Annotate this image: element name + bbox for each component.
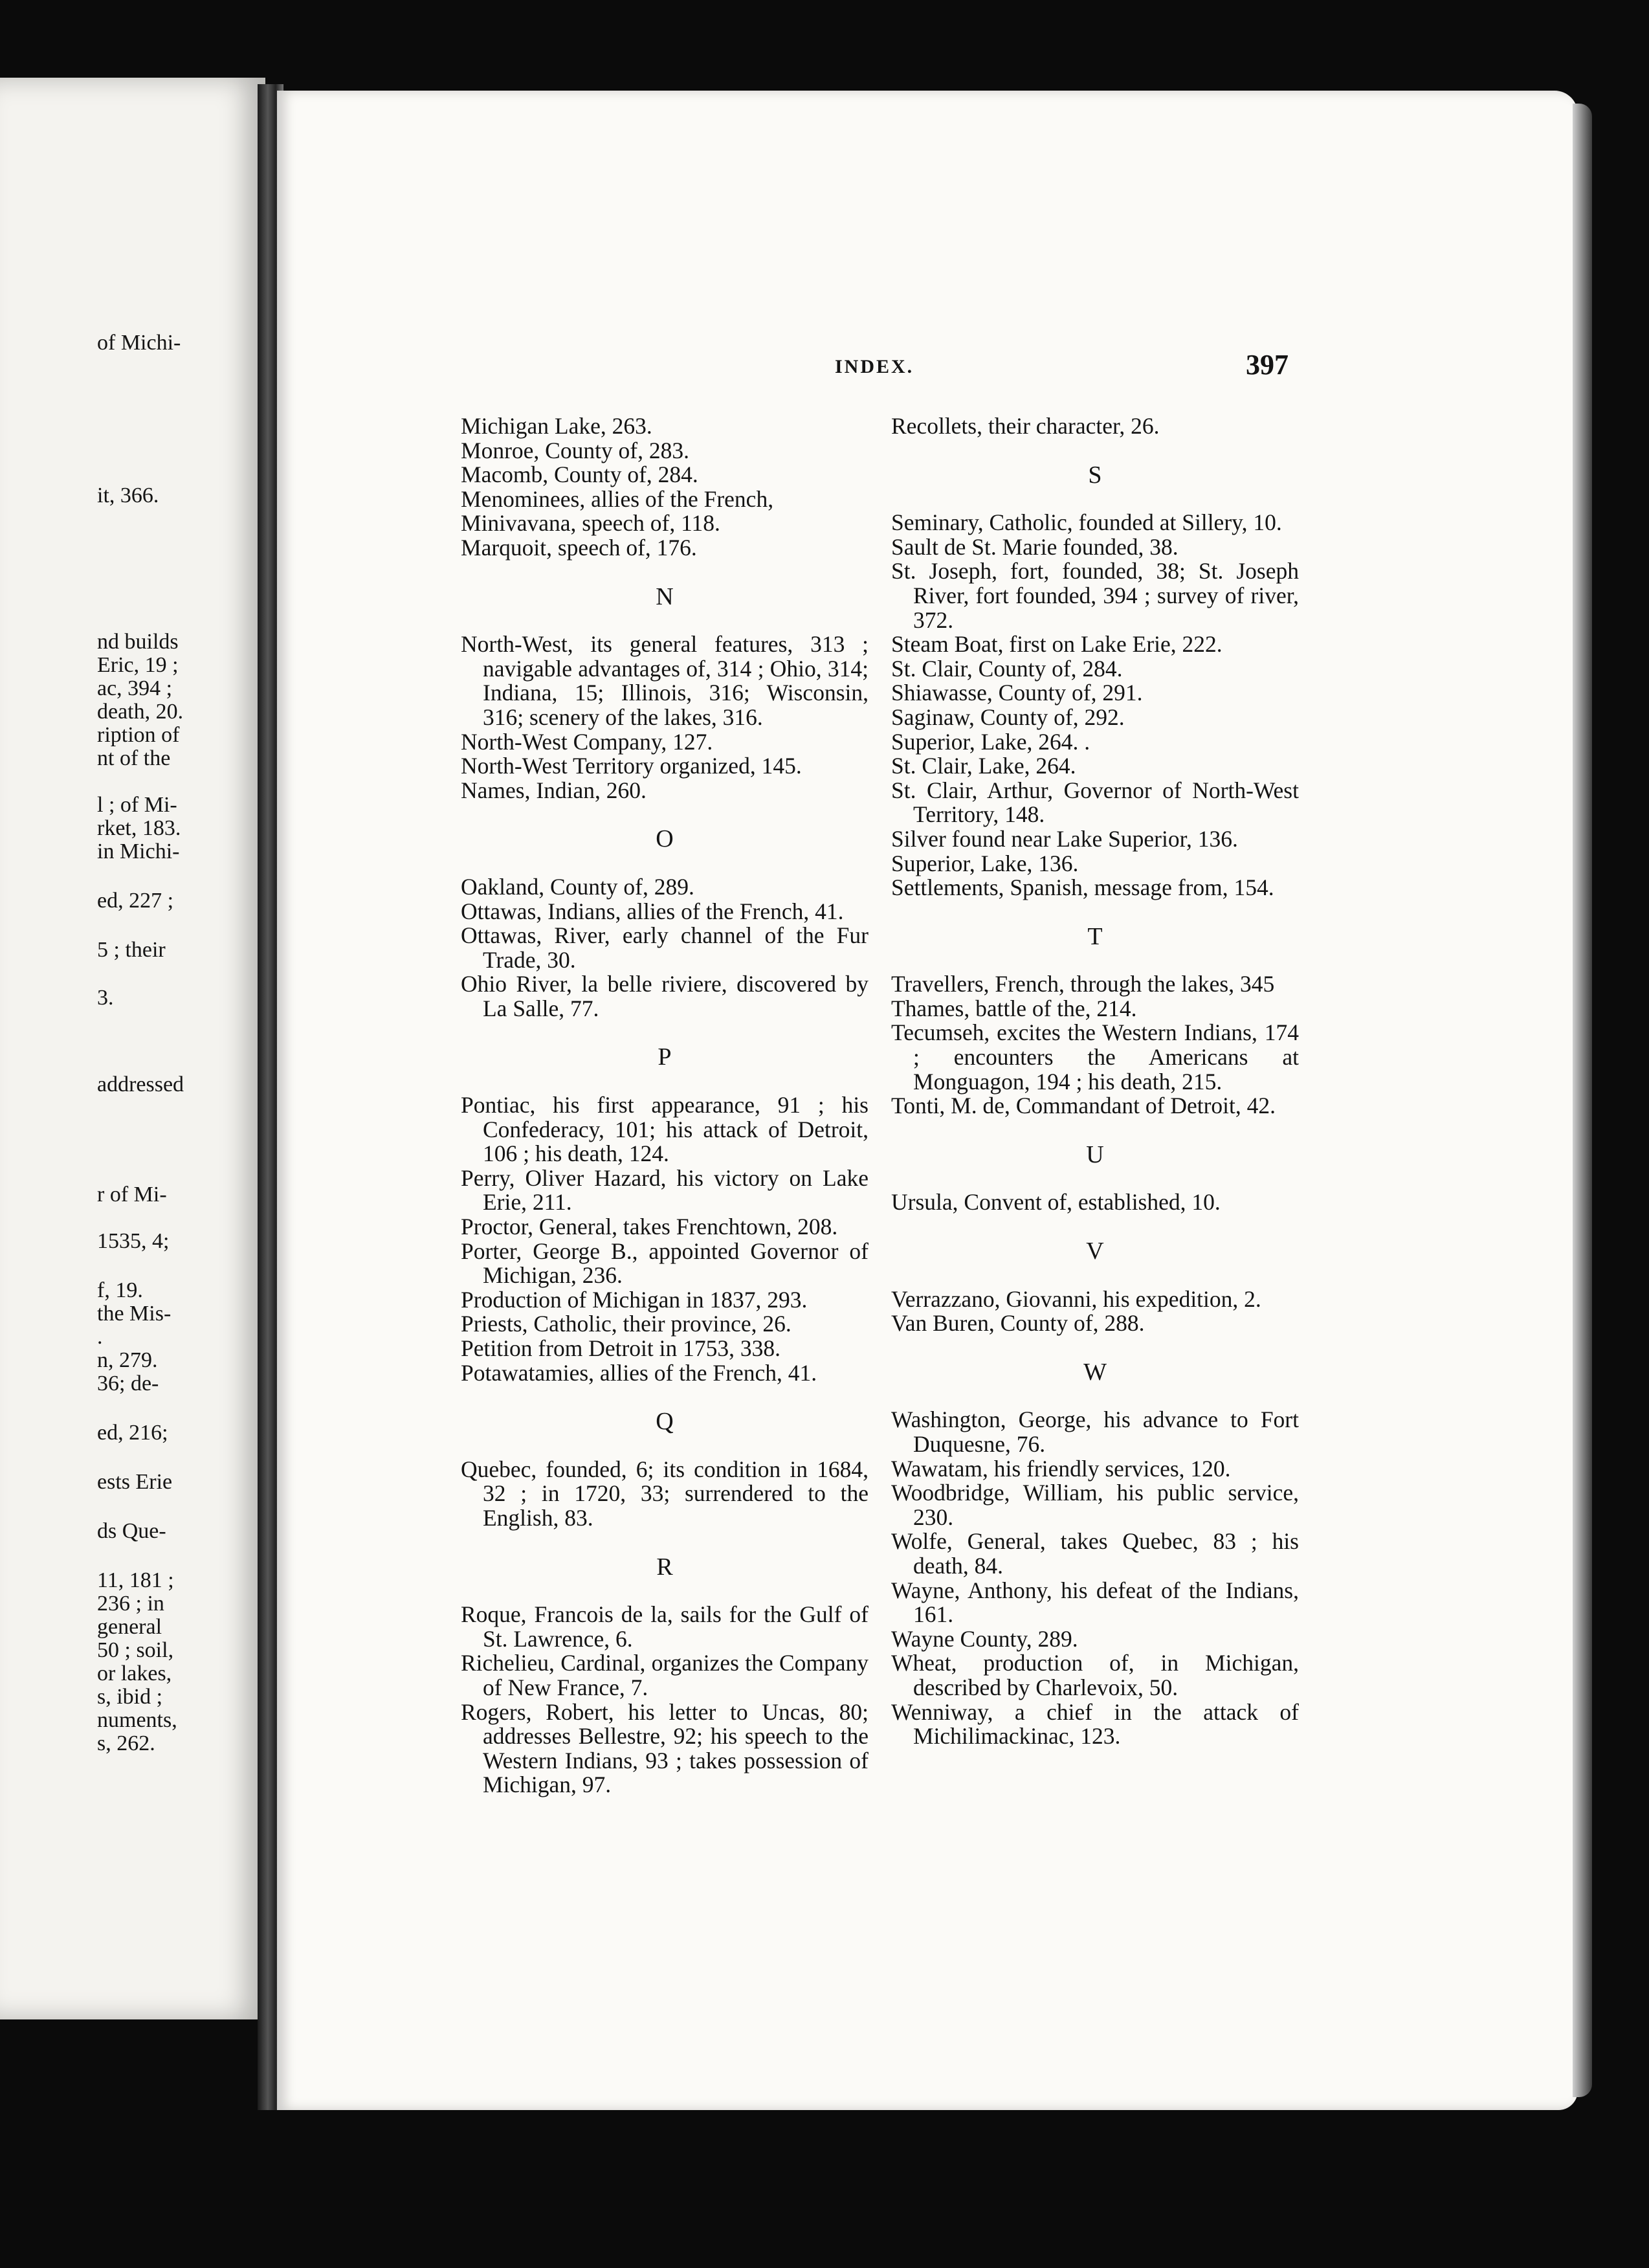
index-entry: Wayne, Anthony, his defeat of the Indians, 161. [891,1577,1299,1628]
index-entry: Ursula, Convent of, established, 10. [891,1189,1221,1216]
facing-page-line: general [97,1615,162,1639]
index-entry: Wheat, production of, in Michigan, described by Charlevoix, 50. [891,1650,1299,1700]
section-letter: P [658,1043,672,1071]
index-entry: Monroe, County of, 283. [461,437,690,463]
facing-page-line: 36; de- [97,1372,159,1395]
facing-page-line: 3. [97,986,114,1010]
index-entry: St. Clair, County of, 284. [891,655,1123,682]
section-letter: O [656,825,674,853]
section-letter: Q [656,1408,674,1436]
section-letter: U [1086,1140,1104,1168]
index-entry: Shiawasse, County of, 291. [891,680,1143,706]
index-entry: Michigan Lake, 263. [461,413,652,439]
index-entry: Superior, Lake, 136. [891,850,1079,876]
index-entry: Wenniway, a chief in the attack of Michilimackinac, 123. [891,1698,1299,1750]
index-entry: Ottawas, River, early channel of the Fur Trade, 30. [461,922,869,973]
running-head: INDEX. [835,356,914,377]
index-entry: Verrazzano, Giovanni, his expedition, 2. [891,1285,1261,1312]
index-entry: Recollets, their character, 26. [891,413,1160,439]
index-entry: Seminary, Catholic, founded at Sillery, 10. [891,509,1282,536]
index-entry: Priests, Catholic, their province, 26. [461,1311,791,1337]
facing-page-line: r of Mi- [97,1183,167,1206]
index-entry: Quebec, founded, 6; its condition in 1684, 32 ; in 1720, 33; surrendered to the English, 83. [461,1456,869,1531]
index-entry: Tecumseh, excites the Western Indians, 174 ; encounters the Americans at Monguagon, 194 ; his death, 215. [891,1019,1299,1095]
facing-page-line: 1535, 4; [97,1229,170,1253]
facing-page-line: nd builds [97,630,179,654]
facing-page-line: 5 ; their [97,938,166,962]
index-entry: St. Joseph, fort, founded, 38; St. Joseph River, fort founded, 394 ; survey of river, 372. [891,558,1299,633]
index-entry: Silver found near Lake Superior, 136. [891,825,1238,852]
facing-page-line: s, ibid ; [97,1685,163,1709]
facing-page-line: in Michi- [97,839,180,863]
facing-page-line: 236 ; in [97,1592,164,1616]
index-entry: Petition from Detroit in 1753, 338. [461,1335,781,1361]
page-edge [1573,104,1592,2097]
index-entry: Pontiac, his first appearance, 91 ; his Confederacy, 101; his attack of Detroit, 106 ; his death, 124. [461,1092,869,1167]
index-entry: Names, Indian, 260. [461,777,647,803]
facing-page-line: s, 262. [97,1731,155,1755]
facing-page-line: rket, 183. [97,816,181,840]
facing-page-line: ests Erie [97,1470,173,1494]
facing-page-line: nt of the [97,746,171,770]
page-number: 397 [1246,349,1289,381]
section-letter: T [1087,922,1103,950]
section-letter: N [656,583,674,610]
index-entry: Washington, George, his advance to Fort Duquesne, 76. [891,1406,1299,1457]
facing-page-line: n, 279. [97,1348,158,1372]
index-entry: Thames, battle of the, 214. [891,995,1137,1021]
index-entry: Roque, Francois de la, sails for the Gulf of St. Lawrence, 6. [461,1601,869,1652]
index-entry: Perry, Oliver Hazard, his victory on Lake Erie, 211. [461,1164,869,1216]
index-entry: North-West Territory organized, 145. [461,753,802,779]
index-entry: Richelieu, Cardinal, organizes the Company of New France, 7. [461,1650,869,1700]
section-letter: V [1086,1238,1104,1265]
section-letter: S [1088,461,1102,489]
index-entry: Travellers, French, through the lakes, 345 [891,971,1275,997]
facing-page-line: Eric, 19 ; [97,653,179,677]
index-entry: St. Clair, Arthur, Governor of North-West Territory, 148. [891,777,1299,828]
index-entry: Minivavana, speech of, 118. [461,510,720,537]
index-entry: Steam Boat, first on Lake Erie, 222. [891,631,1223,658]
facing-page-line: . [97,1325,103,1349]
index-entry: Wawatam, his friendly services, 120. [891,1455,1231,1482]
section-letter: W [1083,1358,1107,1386]
facing-page-line: 50 ; soil, [97,1638,174,1662]
index-entry: Saginaw, County of, 292. [891,704,1125,730]
index-entry: Wayne County, 289. [891,1625,1078,1652]
index-column-left [461,414,869,1797]
index-entry: Potawatamies, allies of the French, 41. [461,1359,817,1386]
index-entry: Tonti, M. de, Commandant of Detroit, 42. [891,1093,1276,1119]
facing-page-line: ed, 216; [97,1421,168,1445]
index-entry: Production of Michigan in 1837, 293. [461,1286,808,1313]
index-column-right [891,414,1299,1749]
facing-page-line: or lakes, [97,1662,172,1685]
facing-page-line: the Mis- [97,1302,172,1326]
facing-page-line: ac, 394 ; [97,676,173,700]
facing-page-line: l ; of Mi- [97,793,177,817]
index-entry: Ohio River, la belle riviere, discovered by La Salle, 77. [461,971,869,1021]
facing-page [0,78,265,2019]
index-entry: Sault de St. Marie founded, 38. [891,533,1179,560]
section-letter: R [656,1553,673,1581]
index-entry: Woodbridge, William, his public service, 230. [891,1480,1299,1530]
facing-page-line: death, 20. [97,700,184,724]
index-entry: Porter, George B., appointed Governor of Michigan, 236. [461,1238,869,1289]
facing-page-text [0,78,265,2019]
index-entry: Rogers, Robert, his letter to Uncas, 80; addresses Bellestre, 92; his speech to the Western Indians, 93 ; takes possession of Michigan, 97. [461,1698,869,1798]
index-entry: Superior, Lake, 264. . [891,728,1090,755]
facing-page-line: of Michi- [97,331,181,355]
facing-page-line: f, 19. [97,1278,143,1302]
index-entry: North-West, its general features, 313 ; navigable advantages of, 314 ; Ohio, 314; Indiana, 15; Illinois, 316; Wisconsin, 316; scenery of the lakes, 316. [461,631,869,730]
index-entry: Proctor, General, takes Frenchtown, 208. [461,1214,838,1240]
index-entry: Marquoit, speech of, 176. [461,534,697,561]
facing-page-line: numents, [97,1708,177,1732]
facing-page-line: ed, 227 ; [97,889,174,913]
index-entry: St. Clair, Lake, 264. [891,753,1076,779]
facing-page-line: ription of [97,723,180,747]
index-entry: Van Buren, County of, 288. [891,1310,1145,1337]
index-entry: Settlements, Spanish, message from, 154. [891,874,1274,901]
index-entry: Oakland, County of, 289. [461,873,694,900]
index-entry: Wolfe, General, takes Quebec, 83 ; his death, 84. [891,1528,1299,1579]
index-entry: Menominees, allies of the French, [461,485,774,512]
index-entry: Macomb, County of, 284. [461,461,698,488]
facing-page-line: ds Que- [97,1519,166,1543]
facing-page-line: it, 366. [97,484,159,507]
facing-page-line: addressed [97,1073,184,1096]
index-entry: Ottawas, Indians, allies of the French, 41. [461,898,844,924]
facing-page-line: 11, 181 ; [97,1568,174,1592]
index-entry: North-West Company, 127. [461,728,713,755]
